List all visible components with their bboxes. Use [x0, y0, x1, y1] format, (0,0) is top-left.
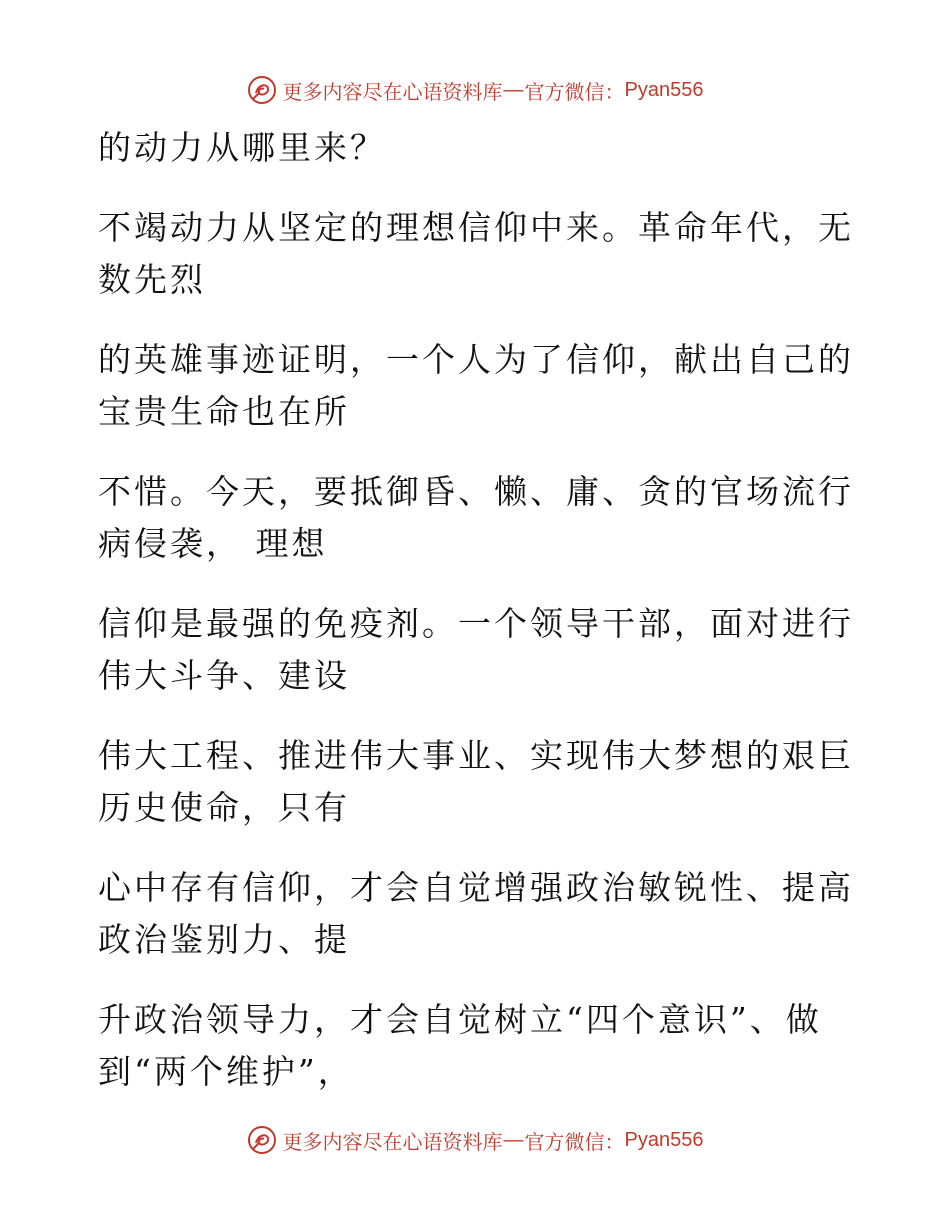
body-line: 心中存有信仰，才会自觉增强政治敏锐性、提高: [98, 868, 854, 907]
body-line: 宝贵生命也在所: [98, 392, 350, 431]
body-line: 信仰是最强的免疫剂。一个领导干部，面对进行: [98, 604, 854, 643]
header-banner: [0, 70, 950, 110]
body-line: 的动力从哪里来？: [98, 128, 386, 167]
body-line: 病侵袭， 理想: [98, 524, 328, 563]
body-line: 伟大斗争、建设: [98, 656, 350, 695]
body-line: 历史使命，只有: [98, 788, 350, 827]
banner-dash: —: [503, 1128, 524, 1151]
body-line: 到“两个维护”，: [98, 1052, 354, 1091]
banner-dash: —: [503, 78, 524, 101]
body-line: 的英雄事迹证明，一个人为了信仰，献出自己的: [98, 340, 854, 379]
banner-wechat-handle: Pyan556: [624, 78, 704, 101]
banner-promo-text: 更多内容尽在心语资料库: [282, 79, 503, 104]
banner-wechat-handle: Pyan556: [624, 1128, 704, 1151]
body-line: 数先烈: [98, 260, 206, 299]
body-line: 不惜。今天，要抵御昏、懒、庸、贪的官场流行: [98, 472, 854, 511]
banner-promo-text: 更多内容尽在心语资料库: [282, 1129, 503, 1154]
body-line: 伟大工程、推进伟大事业、实现伟大梦想的艰巨: [98, 736, 854, 775]
rose-logo-icon: [247, 1125, 277, 1155]
document-body: [98, 122, 854, 1098]
rose-logo-icon: [247, 75, 277, 105]
body-line: 政治鉴别力、提: [98, 920, 350, 959]
banner-official-label: 官方微信：: [524, 1129, 625, 1154]
footer-banner: [0, 1120, 950, 1160]
body-line: 不竭动力从坚定的理想信仰中来。革命年代，无: [98, 208, 854, 247]
body-line: 升政治领导力，才会自觉树立“四个意识”、做: [98, 1000, 822, 1039]
banner-official-label: 官方微信：: [524, 79, 625, 104]
